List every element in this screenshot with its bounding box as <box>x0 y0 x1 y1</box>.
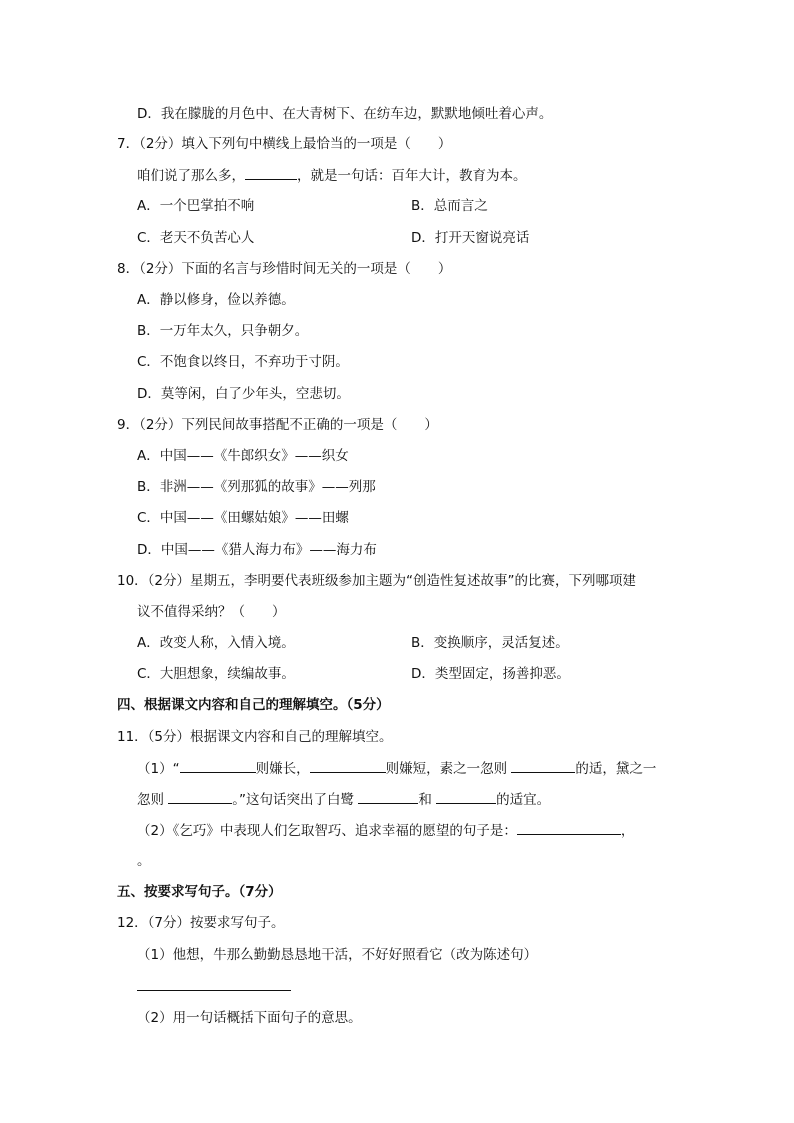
q11-blank-1[interactable] <box>180 758 256 773</box>
q11-blank-2[interactable] <box>310 758 386 773</box>
q10-option-b: B．变换顺序，灵活复述。 <box>411 635 569 651</box>
q11-part2-line1 <box>137 820 634 841</box>
q12-stem: 12．（7分）按要求写句子。 <box>117 915 285 931</box>
q9-option-b: B．非洲——《列那狐的故事》——列那 <box>137 479 376 495</box>
q10-option-d: D．类型固定，扬善抑恶。 <box>411 666 570 682</box>
q7-answer-blank[interactable] <box>245 165 297 180</box>
q8-option-d: D．莫等闲，白了少年头，空悲切。 <box>137 386 350 402</box>
q7-sentence-after: ，就是一句话：百年大计，教育为本。 <box>297 168 527 184</box>
q11-p1-a: （1）“ <box>137 761 180 777</box>
q6-option-d: D．我在朦胧的月色中、在大青树下、在纺车边，默默地倾吐着心声。 <box>137 106 553 122</box>
q11-blank-6[interactable] <box>436 789 496 804</box>
section4-heading: 四、根据课文内容和自己的理解填空。（5分） <box>117 697 390 713</box>
q7-sentence <box>137 165 527 186</box>
q11-p2-a: （2）《乞巧》中表现人们乞取智巧、追求幸福的愿望的句子是： <box>137 823 517 839</box>
q11-stem: 11．（5分）根据课文内容和自己的理解填空。 <box>117 729 393 745</box>
q12-part2: （2）用一句话概括下面句子的意思。 <box>137 1010 362 1026</box>
q10-stem-line1: 10．（2分）星期五，李明要代表班级参加主题为“创造性复述故事”的比赛，下列哪项建 <box>117 573 637 589</box>
q11-p1-f: 。”这句话突出了白鹭 <box>232 792 359 808</box>
q11-p1-c: 则嫌短，素之一忽则 <box>385 761 512 777</box>
q11-blank-4[interactable] <box>168 789 232 804</box>
section5-heading: 五、按要求写句子。（7分） <box>117 884 282 900</box>
q11-blank-5[interactable] <box>358 789 418 804</box>
q12-answer-line[interactable] <box>137 990 291 991</box>
q7-option-b: B．总而言之 <box>411 198 488 214</box>
q9-option-d: D．中国——《猎人海力布》——海力布 <box>137 542 377 558</box>
q7-option-a: A．一个巴掌拍不响 <box>137 198 255 214</box>
q7-option-d: D．打开天窗说亮话 <box>411 230 530 246</box>
q11-p1-b: 则嫌长， <box>255 761 310 777</box>
q7-sentence-before: 咱们说了那么多， <box>137 168 245 184</box>
q11-blank-7[interactable] <box>517 820 621 835</box>
q8-option-c: C．不饱食以终日，不弃功于寸阴。 <box>137 354 349 370</box>
q11-blank-3[interactable] <box>511 758 575 773</box>
q9-stem: 9．（2分）下列民间故事搭配不正确的一项是（ ） <box>117 417 438 433</box>
q8-option-b: B．一万年太久，只争朝夕。 <box>137 323 309 339</box>
q11-p1-g: 和 <box>418 792 437 808</box>
q11-p2-b: ， <box>620 823 635 839</box>
q8-stem: 8．（2分）下面的名言与珍惜时间无关的一项是（ ） <box>117 261 452 277</box>
q9-option-a: A．中国——《牛郎织女》——织女 <box>137 448 349 464</box>
q11-part1-line1 <box>137 758 656 779</box>
q7-option-c: C．老天不负苦心人 <box>137 230 255 246</box>
q12-part1: （1）他想，牛那么勤勤恳恳地干活，不好好照看它（改为陈述句） <box>137 947 538 963</box>
q11-p1-d: 的适，黛之一 <box>575 761 657 777</box>
q11-p1-h: 的适宜。 <box>496 792 551 808</box>
q10-option-a: A．改变人称，入情入境。 <box>137 635 295 651</box>
q8-option-a: A．静以修身，俭以养德。 <box>137 292 295 308</box>
q10-stem-line2: 议不值得采纳？（ ） <box>137 604 286 620</box>
q7-stem: 7．（2分）填入下列句中横线上最恰当的一项是（ ） <box>117 136 452 152</box>
q9-option-c: C．中国——《田螺姑娘》——田螺 <box>137 510 349 526</box>
q11-p1-e: 忽则 <box>137 792 169 808</box>
q11-part2-line2: 。 <box>137 853 151 869</box>
q10-option-c: C．大胆想象，续编故事。 <box>137 666 295 682</box>
q11-part1-line2 <box>137 789 550 810</box>
